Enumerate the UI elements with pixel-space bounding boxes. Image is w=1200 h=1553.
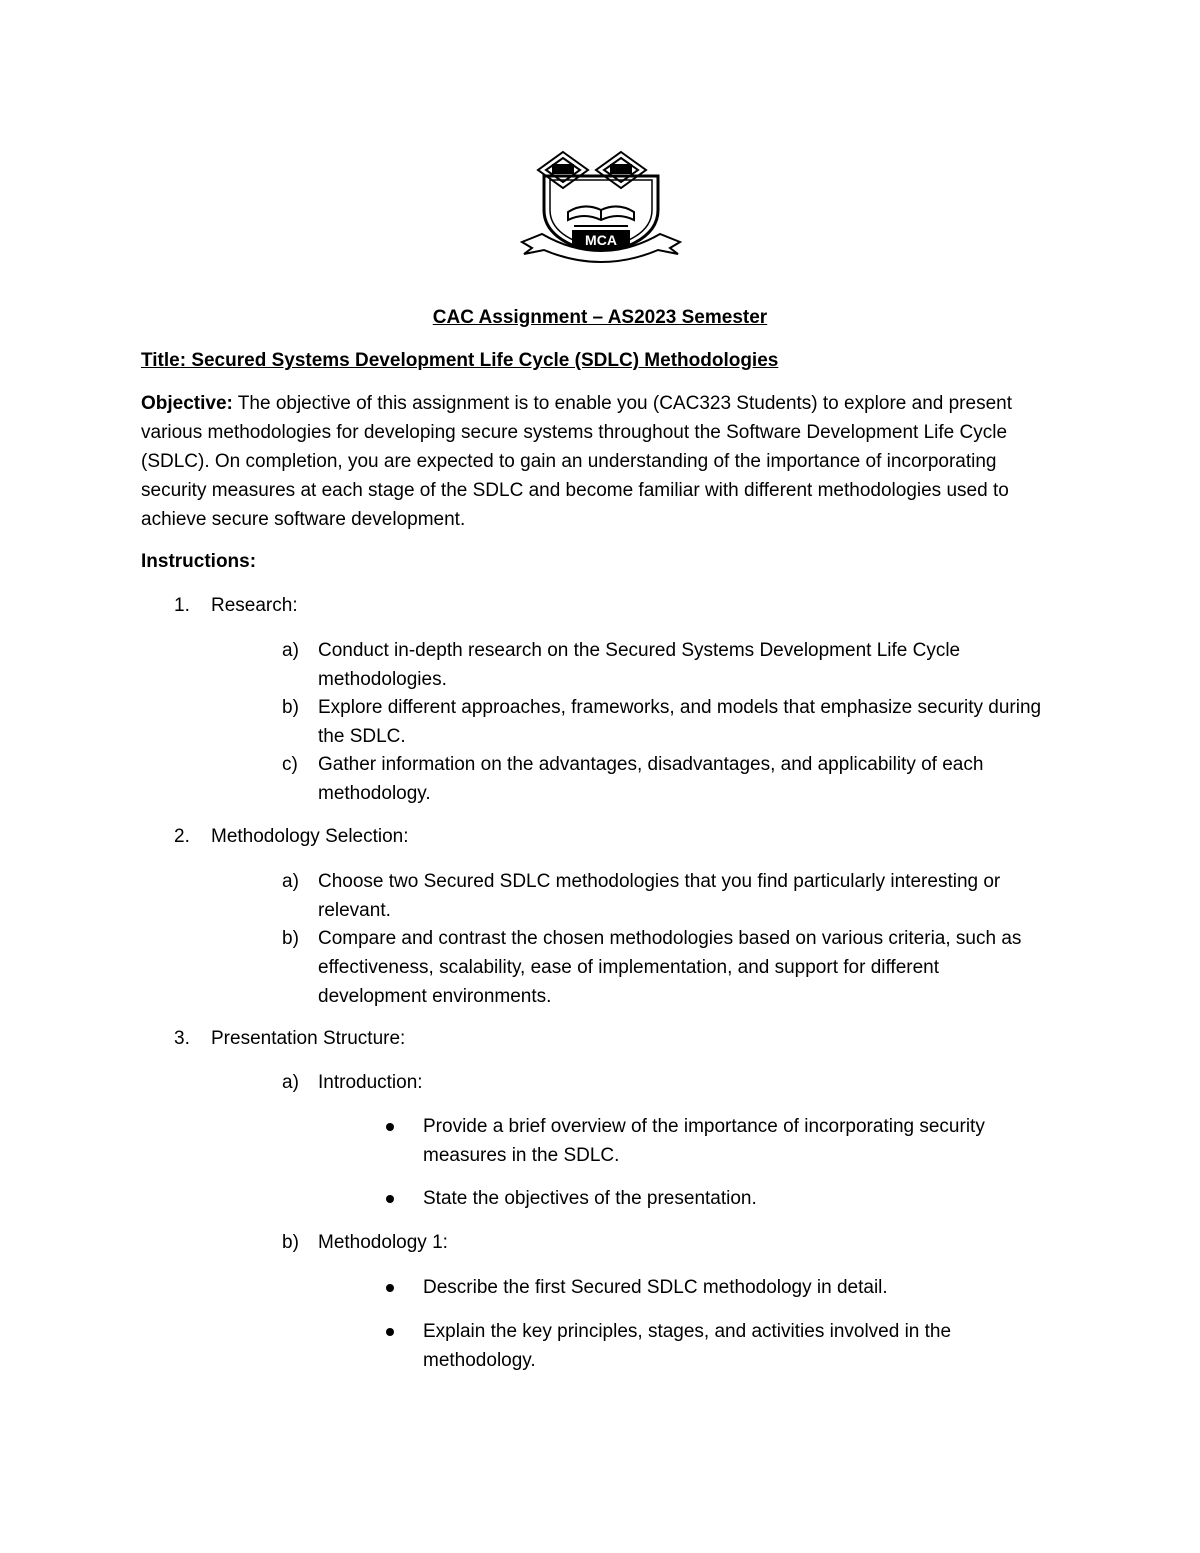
sub-list-marker: c) bbox=[282, 754, 298, 775]
objective-label: Objective: bbox=[141, 393, 233, 414]
sub-list-text: Explore different approaches, frameworks, and models that emphasize security during the SDLC. bbox=[318, 697, 1042, 747]
bullet-icon bbox=[386, 1195, 394, 1203]
list-number: 2. bbox=[174, 826, 190, 847]
bullet-icon bbox=[386, 1284, 394, 1292]
sub-list-text: Methodology 1: bbox=[318, 1232, 448, 1253]
logo-text: MCA bbox=[585, 232, 617, 248]
sub-list-text: Conduct in-depth research on the Secured Systems Development Life Cycle methodologies. bbox=[318, 640, 961, 690]
bullet-icon bbox=[386, 1123, 394, 1131]
sub-list-marker: b) bbox=[282, 697, 299, 718]
list-item-label: Research: bbox=[211, 595, 298, 616]
sub-list-marker: a) bbox=[282, 871, 299, 892]
assignment-heading: CAC Assignment – AS2023 Semester bbox=[432, 307, 768, 328]
sub-list-marker: a) bbox=[282, 640, 299, 661]
objective-text: The objective of this assignment is to enable you (CAC323 Students) to explore and present various methodologies for developing secure systems throughout the Software Development Life Cycle (SDLC). On completion, you are expected to gain an understanding of the importance of incorporating security measures at each stage of the SDLC and become familiar with different methodologies used to achieve secure software development. bbox=[141, 393, 1012, 530]
mca-crest-icon bbox=[518, 150, 684, 266]
bullet-text: State the objectives of the presentation. bbox=[423, 1188, 757, 1209]
sub-list-marker: b) bbox=[282, 928, 299, 949]
list-number: 3. bbox=[174, 1028, 190, 1049]
objective-paragraph bbox=[141, 389, 1061, 534]
sub-list-text: Introduction: bbox=[318, 1072, 423, 1093]
college-logo bbox=[518, 150, 684, 266]
sub-list-marker: b) bbox=[282, 1232, 299, 1253]
sub-list-text: Compare and contrast the chosen methodologies based on various criteria, such as effectiveness, scalability, ease of implementation, and support for different development environments. bbox=[318, 928, 1022, 1007]
bullet-text: Explain the key principles, stages, and activities involved in the methodology. bbox=[423, 1321, 952, 1371]
list-item-label: Methodology Selection: bbox=[211, 826, 409, 847]
bullet-icon bbox=[386, 1328, 394, 1336]
sub-list-marker: a) bbox=[282, 1072, 299, 1093]
sub-list-text: Choose two Secured SDLC methodologies that you find particularly interesting or relevant. bbox=[318, 871, 1001, 921]
document-title: Title: Secured Systems Development Life Cycle (SDLC) Methodologies bbox=[141, 350, 779, 371]
list-number: 1. bbox=[174, 595, 190, 616]
bullet-text: Provide a brief overview of the importance of incorporating security measures in the SDLC. bbox=[423, 1116, 985, 1166]
bullet-text: Describe the first Secured SDLC methodology in detail. bbox=[423, 1277, 888, 1298]
instructions-heading: Instructions: bbox=[141, 551, 257, 572]
list-item-label: Presentation Structure: bbox=[211, 1028, 406, 1049]
sub-list-text: Gather information on the advantages, disadvantages, and applicability of each methodology. bbox=[318, 754, 984, 804]
